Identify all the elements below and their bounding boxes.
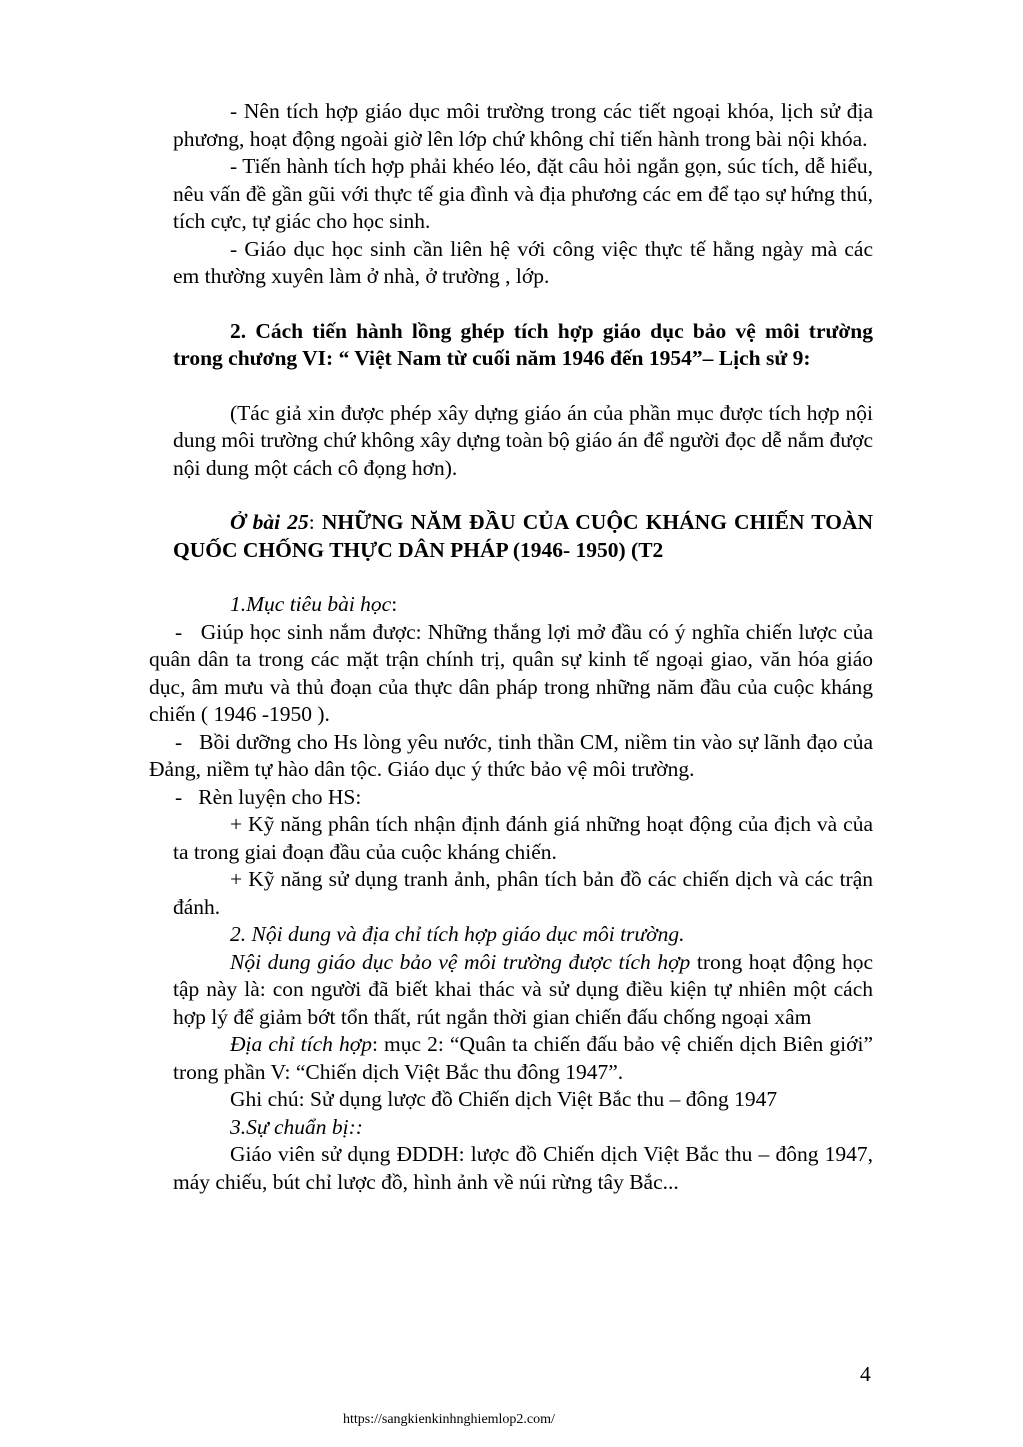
footer-url[interactable]: https://sangkienkinhnghiemlop2.com/ [343, 1412, 555, 1427]
content-paragraph-2: Địa chỉ tích hợp: mục 2: “Quân ta chiến đấu bảo vệ chiến dịch Biên giới” trong phần V: “Chiến dịch Việt Bắc thu đông 1947”. [173, 1032, 873, 1084]
prep-text: Giáo viên sử dụng ĐDDH: lược đồ Chiến dịch Việt Bắc thu – đông 1947, máy chiếu, bút chỉ lược đồ, hình ảnh về núi rừng tây Bắc... [173, 1142, 873, 1194]
objectives-heading: 1.Mục tiêu bài học: [230, 592, 398, 616]
intro-paragraph-1: - Nên tích hợp giáo dục môi trường trong các tiết ngoại khóa, lịch sử địa phương, hoạt động ngoài giờ lên lớp chứ không chỉ tiến hành trong bài nội khóa. [173, 99, 873, 151]
page-number: 4 [860, 1362, 871, 1386]
skill-item-1: + Kỹ năng phân tích nhận định đánh giá những hoạt động của địch và của ta trong giai đoạn đầu của cuộc kháng chiến. [173, 812, 873, 864]
intro-paragraph-3: - Giáo dục học sinh cần liên hệ với công việc thực tế hằng ngày mà các em thường xuyên làm ở nhà, ở trường , lớp. [173, 236, 873, 288]
content-paragraph-1: Nội dung giáo dục bảo vệ môi trường được tích hợp trong hoạt động học tập này là: con người đã biết khai thác và sử dụng điều kiện tự nhiên một cách hợp lý để giảm bớt tổn thất, rút ngắn thời gian chiến đấu chống ngoại xâm [173, 949, 873, 1029]
objective-item-1: - Giúp học sinh nắm được: Những thắng lợi mở đầu có ý nghĩa chiến lược của quân dân ta trong các mặt trận chính trị, quân sự kinh tế ngoại giao, văn hóa giáo dục, âm mưu và thủ đoạn của thực dân pháp trong những năm đầu của cuộc kháng chiến ( 1946 -1950 ). [149, 619, 874, 726]
section-2-heading: 2. Cách tiến hành lồng ghép tích hợp giáo dục bảo vệ môi trường trong chương VI: “ Việt Nam từ cuối năm 1946 đến 1954”– Lịch sử 9: [173, 318, 873, 370]
content-heading: 2. Nội dung và địa chỉ tích hợp giáo dục môi trường. [230, 922, 685, 946]
lesson-title-text: NHỮNG NĂM ĐẦU CỦA CUỘC KHÁNG CHIẾN TOÀN QUỐC CHỐNG THỰC DÂN PHÁP (1946- 1950) (T2 [173, 510, 873, 562]
lesson-label: Ở bài 25 [230, 510, 309, 534]
content-note: Ghi chú: Sử dụng lược đồ Chiến dịch Việt Bắc thu – đông 1947 [230, 1087, 778, 1111]
objective-item-2: - Bồi dưỡng cho Hs lòng yêu nước, tinh thần CM, niềm tin vào sự lãnh đạo của Đảng, niềm tự hào dân tộc. Giáo dục ý thức bảo vệ môi trường. [149, 729, 873, 781]
intro-paragraph-2: - Tiến hành tích hợp phải khéo léo, đặt câu hỏi ngắn gọn, súc tích, dễ hiểu, nêu vấn đề gần gũi với thực tế gia đình và địa phương các em để tạo sự hứng thú, tích cực, tự giác cho học sinh. [173, 154, 873, 233]
lesson-title: Ở bài 25: NHỮNG NĂM ĐẦU CỦA CUỘC KHÁNG CHIẾN TOÀN QUỐC CHỐNG THỰC DÂN PHÁP (1946- 1950) (T2 [173, 510, 873, 562]
author-note: (Tác giả xin được phép xây dựng giáo án của phần mục được tích hợp nội dung môi trường chứ không xây dựng toàn bộ giáo án để người đọc dễ nắm được nội dung một cách cô đọng hơn). [173, 400, 873, 480]
objective-item-3: - Rèn luyện cho HS: [175, 784, 362, 809]
prep-heading: 3.Sự chuẩn bị:: [230, 1114, 363, 1139]
document-body [149, 98, 874, 1196]
skill-item-2: + Kỹ năng sử dụng tranh ảnh, phân tích bản đồ các chiến dịch và các trận đánh. [173, 867, 873, 919]
